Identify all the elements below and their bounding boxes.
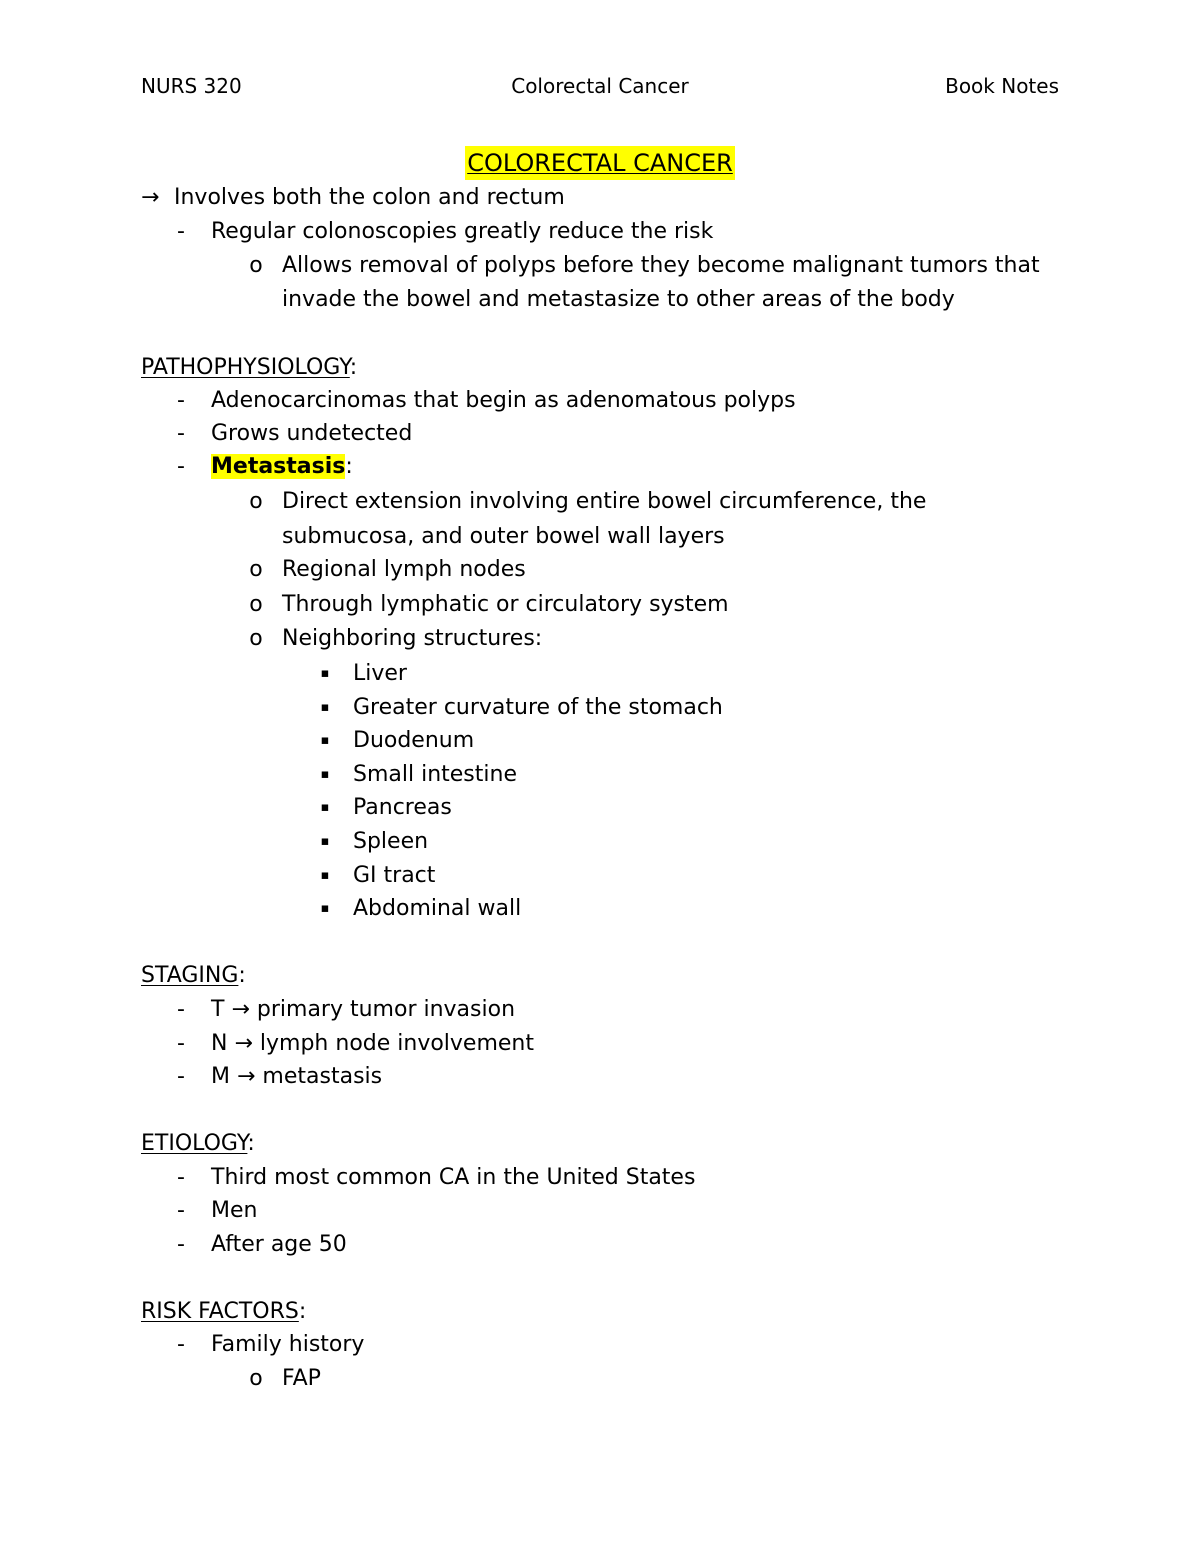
- list-item-text: Greater curvature of the stomach: [353, 695, 723, 720]
- heading-colon: :: [298, 1299, 307, 1324]
- dash-bullet: -: [177, 1031, 185, 1056]
- dash-bullet: -: [177, 1165, 185, 1190]
- heading-text: RISK FACTORS: [141, 1299, 299, 1324]
- circle-bullet: o: [249, 489, 263, 514]
- list-item-text: invade the bowel and metastasize to other areas of the body: [282, 287, 955, 312]
- arrow-icon: →: [141, 185, 160, 210]
- heading-text: ETIOLOGY: [141, 1131, 248, 1156]
- list-item-text: Grows undetected: [211, 421, 413, 446]
- list-item-text: Duodenum: [353, 728, 475, 753]
- circle-bullet: o: [249, 253, 263, 278]
- stage-letter: T: [211, 997, 225, 1022]
- metastasis-label: Metastasis: [211, 454, 346, 479]
- stage-description: lymph node involvement: [259, 1031, 535, 1056]
- square-bullet: ▪: [320, 666, 330, 681]
- header-topic: Colorectal Cancer: [511, 74, 689, 98]
- square-bullet: ▪: [320, 834, 330, 849]
- list-item-text: Regional lymph nodes: [282, 557, 526, 582]
- square-bullet: ▪: [320, 800, 330, 815]
- circle-bullet: o: [249, 592, 263, 617]
- heading-text: PATHOPHYSIOLOGY: [141, 355, 350, 380]
- stage-letter: N: [211, 1031, 228, 1056]
- dash-bullet: -: [177, 421, 185, 446]
- arrow-icon: →: [231, 997, 250, 1022]
- dash-bullet: -: [177, 1064, 185, 1089]
- list-item-text: Through lymphatic or circulatory system: [282, 592, 729, 617]
- arrow-icon: →: [236, 1064, 256, 1089]
- square-bullet: ▪: [320, 700, 330, 715]
- list-item-text: Neighboring structures:: [282, 626, 543, 651]
- square-bullet: ▪: [320, 868, 330, 883]
- list-item-text: submucosa, and outer bowel wall layers: [282, 524, 725, 549]
- arrow-icon: →: [234, 1031, 253, 1056]
- list-item-text: Family history: [211, 1332, 365, 1357]
- list-item-text: Abdominal wall: [353, 896, 522, 921]
- heading-colon: :: [349, 355, 358, 380]
- dash-bullet: -: [177, 388, 185, 413]
- heading-colon: :: [247, 1131, 255, 1156]
- list-item-text: Third most common CA in the United States: [211, 1165, 696, 1190]
- list-item-text: Regular colonoscopies greatly reduce the risk: [211, 219, 714, 244]
- list-item-text: Liver: [353, 661, 407, 686]
- stage-description: primary tumor invasion: [256, 997, 516, 1022]
- circle-bullet: o: [249, 557, 263, 582]
- intro-text: Involves both the colon and rectum: [174, 185, 565, 210]
- title-container: [0, 146, 1200, 180]
- header-notes-type: Book Notes: [945, 74, 1059, 98]
- list-item-text: Men: [211, 1198, 258, 1223]
- list-item-text: Spleen: [353, 829, 429, 854]
- list-item-text: Direct extension involving entire bowel circumference, the: [282, 489, 927, 514]
- stage-description: metastasis: [262, 1064, 383, 1089]
- list-item-text: GI tract: [353, 863, 436, 888]
- list-item-text: Adenocarcinomas that begin as adenomatous polyps: [211, 388, 796, 413]
- dash-bullet: -: [177, 219, 185, 244]
- square-bullet: ▪: [320, 733, 330, 748]
- document-title: COLORECTAL CANCER: [465, 146, 735, 180]
- square-bullet: ▪: [320, 901, 330, 916]
- list-item-text: FAP: [282, 1366, 321, 1391]
- label-colon: :: [345, 454, 353, 479]
- dash-bullet: -: [177, 1332, 185, 1357]
- dash-bullet: -: [177, 1232, 185, 1257]
- heading-text: STAGING: [141, 963, 239, 988]
- circle-bullet: o: [249, 1366, 263, 1391]
- circle-bullet: o: [249, 626, 263, 651]
- stage-letter: M: [211, 1064, 230, 1089]
- heading-colon: :: [238, 963, 246, 988]
- dash-bullet: -: [177, 1198, 185, 1223]
- dash-bullet: -: [177, 997, 185, 1022]
- list-item-text: Pancreas: [353, 795, 452, 820]
- header-course: NURS 320: [141, 74, 242, 98]
- square-bullet: ▪: [320, 767, 330, 782]
- dash-bullet: -: [177, 454, 185, 479]
- list-item-text: After age 50: [211, 1232, 347, 1257]
- list-item-text: Small intestine: [353, 762, 517, 787]
- list-item-text: Allows removal of polyps before they become malignant tumors that: [282, 253, 1040, 278]
